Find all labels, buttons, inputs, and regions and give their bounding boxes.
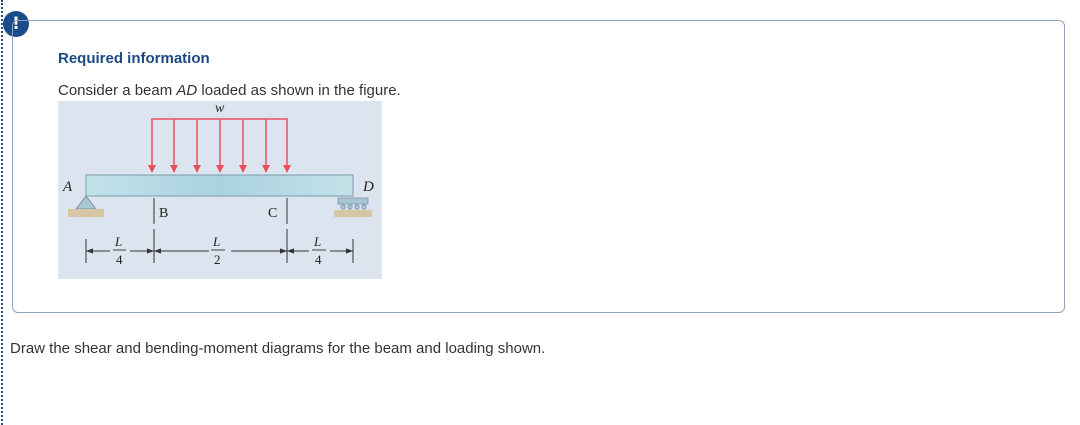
dim-bc-denominator: 2 bbox=[214, 252, 221, 267]
dimension-ab bbox=[113, 234, 126, 267]
alert-symbol: ! bbox=[12, 14, 20, 34]
beam-figure-svg bbox=[58, 101, 382, 279]
dim-cd-numerator: L bbox=[314, 234, 322, 249]
dim-bc-numerator: L bbox=[213, 234, 221, 249]
card-title: Required information bbox=[58, 50, 210, 67]
question-text: Draw the shear and bending-moment diagrams for the beam and loading shown. bbox=[10, 340, 546, 357]
point-c-label: C bbox=[268, 206, 278, 221]
beam-figure bbox=[58, 101, 382, 279]
point-d-label: D bbox=[363, 179, 374, 195]
dim-ab-numerator: L bbox=[115, 234, 123, 249]
dimension-bc bbox=[211, 234, 225, 267]
point-a-label: A bbox=[63, 179, 73, 195]
point-b-label: B bbox=[159, 206, 169, 221]
left-dotted-rule bbox=[1, 0, 3, 425]
pin-support bbox=[68, 196, 104, 217]
beam bbox=[86, 175, 353, 196]
roller-support bbox=[334, 198, 372, 217]
intro-beam-name: AD bbox=[176, 82, 198, 99]
load-label: w bbox=[215, 101, 225, 116]
card-intro bbox=[58, 82, 401, 99]
distributed-load-arrows bbox=[148, 119, 291, 173]
dimension-cd bbox=[312, 234, 326, 267]
dim-cd-denominator: 4 bbox=[315, 252, 322, 267]
dim-ab-denominator: 4 bbox=[116, 252, 123, 267]
intro-before: Consider a beam bbox=[58, 82, 177, 99]
intro-after: loaded as shown in the figure. bbox=[197, 82, 401, 99]
